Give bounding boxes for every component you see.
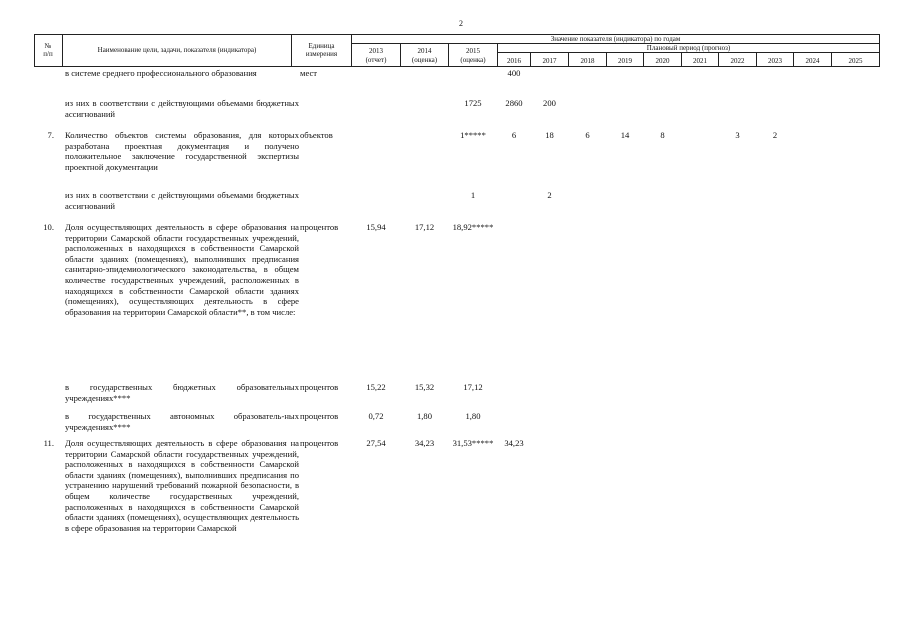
header-rule [879, 34, 880, 67]
value-cell: 34,23 [414, 438, 435, 448]
header-year: 2014 [417, 47, 432, 55]
indicator-name: в системе среднего профессионального образования [65, 68, 257, 78]
table-header [34, 34, 880, 67]
header-plan-year: 2021 [693, 57, 707, 65]
value-cell: 1***** [460, 130, 486, 140]
header-values-title: Значение показателя (индикатора) по годам [550, 35, 681, 43]
unit-cell: объектов [300, 130, 333, 140]
row-number: 7. [47, 130, 54, 140]
value-cell: 8 [660, 130, 665, 140]
unit-cell: процентов [300, 222, 339, 232]
value-cell: 17,12 [463, 382, 483, 392]
value-cell: 3 [735, 130, 740, 140]
header-plan-year: 2023 [768, 57, 782, 65]
indicator-name: из них в соответствии с действующими объемами бюджетных ассигнований [65, 190, 299, 211]
header-plan-year: 2018 [580, 57, 595, 65]
value-cell: 31,53***** [452, 438, 494, 448]
value-cell: 18 [545, 130, 554, 140]
header-year: 2013 [369, 47, 383, 55]
header-year-note: (оценка) [460, 56, 486, 64]
indicator-name: из них в соответствии с действующими объемами бюджетных ассигнований [65, 98, 299, 119]
header-year-note: (отчет) [365, 56, 387, 64]
header-plan-year: 2019 [618, 57, 632, 65]
header-rule [34, 66, 880, 67]
value-cell: 15,32 [414, 382, 435, 392]
unit-cell: мест [300, 68, 318, 78]
value-cell: 18,92***** [452, 222, 494, 232]
indicator-name: в государственных автономных образователь-ных учреждениях**** [65, 411, 299, 432]
header-year: 2015 [466, 47, 480, 55]
unit-cell: процентов [300, 438, 339, 448]
row-number: 10. [43, 222, 54, 232]
header-plan-year: 2022 [730, 57, 745, 65]
header-no: № п/п [43, 42, 53, 58]
unit-cell: процентов [300, 382, 339, 392]
value-cell: 15,22 [366, 382, 386, 392]
header-plan-year: 2020 [655, 57, 670, 65]
value-cell: 34,23 [504, 438, 524, 448]
page-number: 2 [459, 19, 463, 28]
header-plan-year: 2025 [848, 57, 863, 65]
value-cell: 2 [547, 190, 552, 200]
indicator-name: Количество объектов системы образования, для которых разработана проектная документация и получено положительное заключение государственной экспертизы проектной документации [65, 130, 299, 172]
value-cell: 1 [470, 190, 476, 200]
header-unit: Единица измерения [305, 42, 338, 58]
value-cell: 0,72 [368, 411, 384, 421]
header-plan-year: 2024 [805, 57, 820, 65]
value-cell: 1,80 [465, 411, 481, 421]
value-cell: 6 [511, 130, 517, 140]
value-cell: 14 [620, 130, 630, 140]
value-cell: 1725 [464, 98, 482, 108]
header-rule [497, 52, 880, 53]
value-cell: 200 [543, 98, 556, 108]
unit-cell: процентов [300, 411, 339, 421]
header-plan-year: 2016 [507, 57, 521, 65]
value-cell: 1,80 [416, 411, 433, 421]
indicator-name: Доля осуществляющих деятельность в сфере образования на территории Самарской области государственных учреждений, расположенных в находящихся в собственности Самарской области зданиях (помещениях), выполнивших предписания санитарно-эпидемиологического законодательства, в общем количестве государственных учреждений, расположенных в находящихся в собственности Самарской области зданиях (помещениях), осуществляющих деятельность в сфере образования на территории Самарской области**, в том числе: [65, 222, 299, 317]
indicator-name: Доля осуществляющих деятельность в сфере образования на территории Самарской области государственных учреждений, расположенных в находящихся в собственности Самарской области зданиях (помещениях), выполнивших предписания по устранению нарушений требований пожарной безопасности, в общем количестве государственных учреждений, расположенных в находящихся в собственности Самарской области зданиях (помещениях), осуществляющих деятельность в сфере образования на территории Самарской [65, 438, 299, 533]
value-cell: 17,12 [414, 222, 435, 232]
value-cell: 2 [772, 130, 778, 140]
header-year-note: (оценка) [411, 56, 438, 64]
value-cell: 2860 [505, 98, 523, 108]
row-number: 11. [43, 438, 54, 448]
value-cell: 27,54 [366, 438, 386, 448]
value-cell: 400 [507, 68, 521, 78]
header-name: Наименование цели, задачи, показателя (индикатора) [97, 46, 257, 54]
header-plan-title: Плановый период (прогноз) [646, 44, 731, 52]
value-cell: 6 [585, 130, 590, 140]
indicator-name: в государственных бюджетных образовательных учреждениях**** [65, 382, 299, 403]
header-plan-year: 2017 [542, 57, 557, 65]
value-cell: 15,94 [366, 222, 386, 232]
